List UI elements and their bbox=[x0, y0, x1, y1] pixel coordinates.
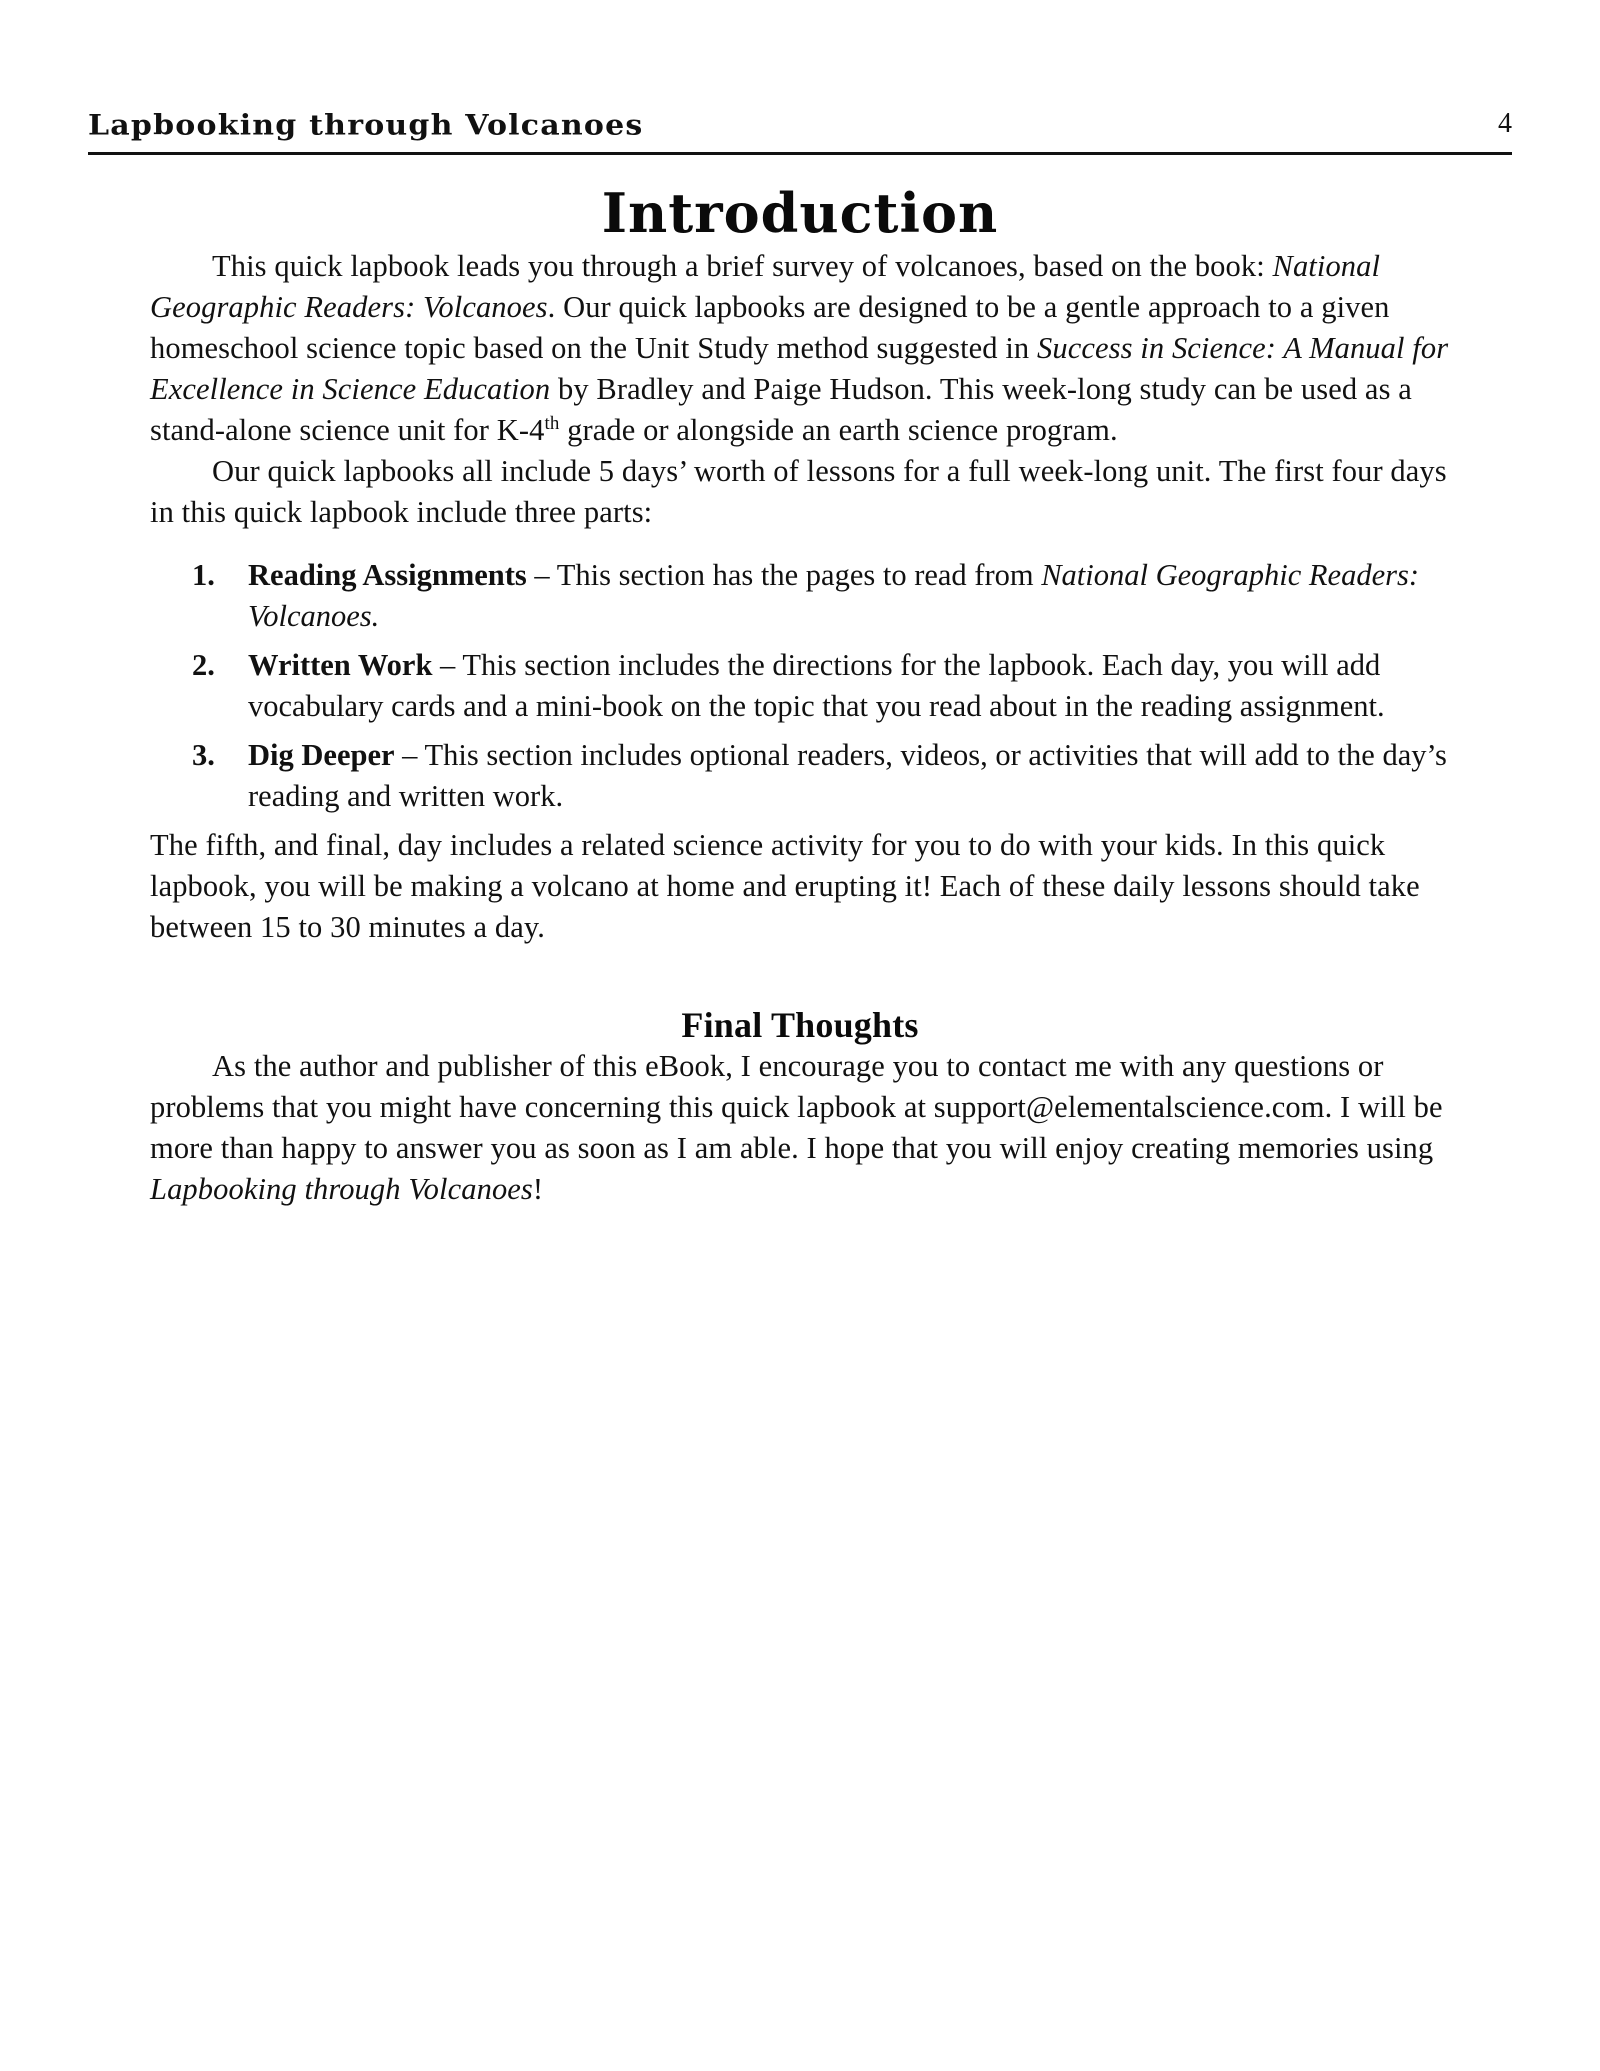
book-title-national-geographic: National Geographic Readers: Volcanoes bbox=[150, 248, 1381, 324]
list-item-label: Dig Deeper bbox=[248, 737, 395, 772]
parts-list bbox=[150, 555, 1450, 817]
list-item-text: – This section has the pages to read from bbox=[526, 557, 1042, 592]
list-item-marker: 3. bbox=[192, 737, 215, 772]
paragraph-intro-text-a: This quick lapbook leads you through a brief survey of volcanoes, based on the book: bbox=[212, 248, 1273, 283]
paragraph-final-thoughts bbox=[150, 1046, 1450, 1210]
paragraph-intro bbox=[150, 246, 1450, 451]
paragraph-three-parts: Our quick lapbooks all include 5 days’ worth of lessons for a full week-long unit. The first four days in this quick lapbook include three parts: bbox=[150, 453, 1447, 529]
paragraph-intro-text-d: grade or alongside an earth science program. bbox=[559, 412, 1118, 447]
paragraph-intro-text-c: by Bradley and Paige Hudson. This week-long study can be used as a stand-alone science unit for K-4 bbox=[150, 371, 1412, 447]
support-email: support@elementalscience.com bbox=[933, 1089, 1325, 1124]
final-thoughts-text-b: . I will be more than happy to answer you as soon as I am able. I hope that you will enjoy creating memories using bbox=[150, 1089, 1443, 1165]
list-item-label: Written Work bbox=[248, 647, 433, 682]
list-item bbox=[150, 555, 1450, 637]
page-number: 4 bbox=[1498, 108, 1512, 139]
product-title-italic: Lapbooking through Volcanoes bbox=[150, 1172, 533, 1207]
list-item-marker: 2. bbox=[192, 647, 215, 682]
header-divider-rule bbox=[88, 152, 1512, 155]
grade-ordinal-suffix: th bbox=[544, 412, 560, 434]
list-item bbox=[150, 645, 1450, 727]
paragraph-fifth-day: The fifth, and final, day includes a related science activity for you to do with your kids. In this quick lapbook, you will be making a volcano at home and erupting it! Each of these daily lessons should take between 15 to 30 minutes a day. bbox=[150, 827, 1420, 944]
page-title: Introduction bbox=[601, 181, 999, 245]
final-thoughts-text-c: ! bbox=[532, 1172, 544, 1207]
paragraph-intro-text-b: . Our quick lapbooks are designed to be a gentle approach to a given homeschool science topic based on the Unit Study method suggested in bbox=[150, 289, 1390, 365]
running-header bbox=[88, 96, 1512, 148]
section-heading-final-thoughts: Final Thoughts bbox=[681, 1004, 919, 1045]
list-item-marker: 1. bbox=[192, 557, 215, 592]
running-header-title: Lapbooking through Volcanoes bbox=[88, 109, 644, 142]
page-content bbox=[150, 182, 1450, 1210]
list-item-text: – This section includes the directions for the lapbook. Each day, you will add vocabulary cards and a mini-book on the topic that you read about in the reading assignment. bbox=[248, 647, 1385, 723]
list-item-text: – This section includes optional readers, videos, or activities that will add to the day’s reading and written work. bbox=[248, 737, 1447, 813]
final-thoughts-text-a: As the author and publisher of this eBook, I encourage you to contact me with any questions or problems that you might have concerning this quick lapbook at bbox=[150, 1048, 1384, 1124]
list-item-italic-title: National Geographic Readers: Volcanoes. bbox=[248, 557, 1420, 633]
list-item-label: Reading Assignments bbox=[248, 557, 527, 592]
book-title-success-in-science: Success in Science: A Manual for Excellence in Science Education bbox=[150, 330, 1449, 406]
list-item bbox=[150, 735, 1450, 817]
